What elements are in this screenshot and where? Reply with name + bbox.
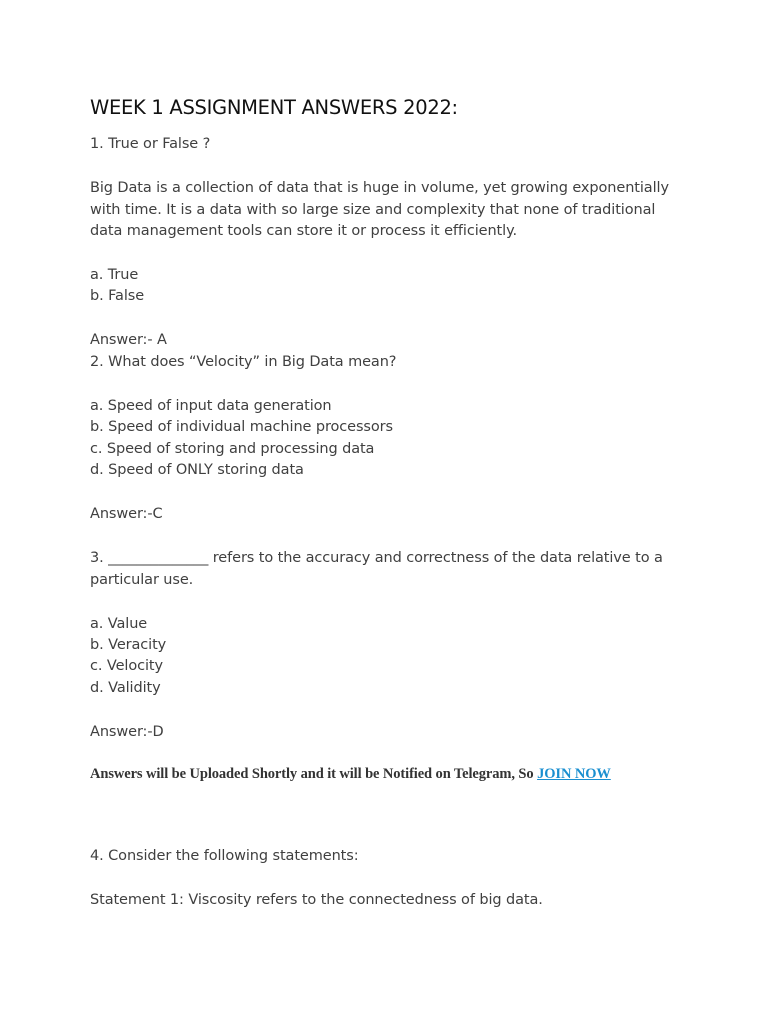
telegram-notice: [90, 764, 611, 785]
option-c: c. Velocity: [90, 658, 163, 674]
option-a: a. Value: [90, 616, 148, 632]
join-now-link[interactable]: JOIN NOW: [537, 766, 611, 782]
statement-1: Statement 1: Viscosity refers to the connectedness of big data.: [90, 892, 543, 908]
question-1-paragraph: Big Data is a collection of data that is huge in volume, yet growing exponentially with time. It is a data with so large size and complexity that none of traditional data management tools can store it or process it efficiently.: [90, 180, 669, 239]
question-2: 2. What does “Velocity” in Big Data mean?: [90, 354, 397, 370]
option-a: a. Speed of input data generation: [90, 398, 332, 414]
answer-1: Answer:- A: [90, 332, 167, 348]
option-d: d. Validity: [90, 680, 161, 696]
question-3: 3. ______________ refers to the accuracy and correctness of the data relative to a particular use.: [90, 550, 663, 588]
notice-text: Answers will be Uploaded Shortly and it will be Notified on Telegram, So: [90, 766, 538, 782]
page-title: WEEK 1 ASSIGNMENT ANSWERS 2022:: [90, 96, 458, 119]
option-c: c. Speed of storing and processing data: [90, 441, 375, 457]
question-4: 4. Consider the following statements:: [90, 848, 359, 864]
option-b: b. False: [90, 288, 145, 304]
answer-2: Answer:-C: [90, 506, 163, 522]
option-d: d. Speed of ONLY storing data: [90, 462, 304, 478]
option-b: b. Veracity: [90, 637, 167, 653]
answer-3: Answer:-D: [90, 724, 164, 740]
option-b: b. Speed of individual machine processors: [90, 419, 393, 435]
question-1: 1. True or False ?: [90, 136, 211, 152]
option-a: a. True: [90, 267, 139, 283]
